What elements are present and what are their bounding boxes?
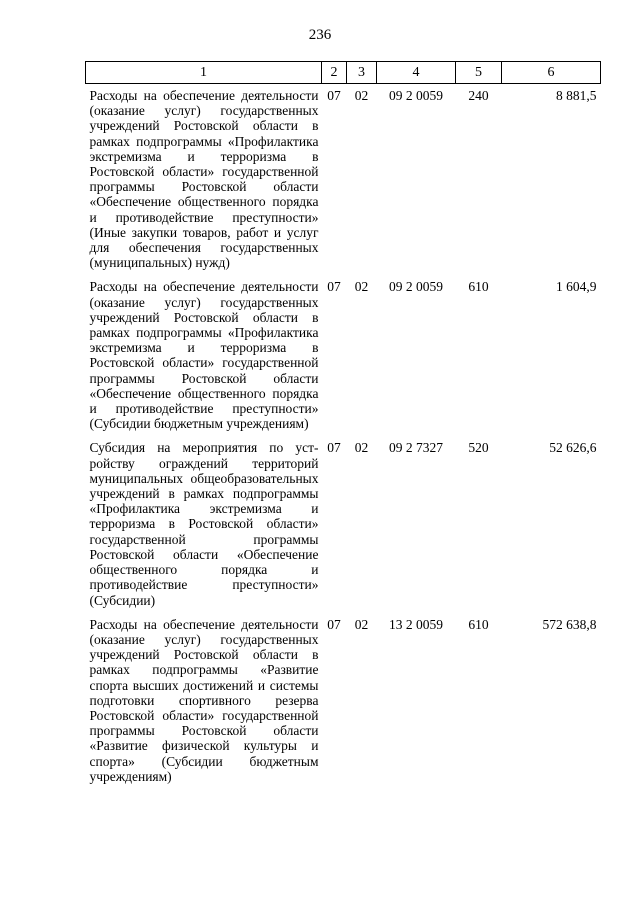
table-header — [86, 62, 601, 84]
table-row — [86, 84, 601, 276]
header-col-6: 6 — [502, 62, 601, 84]
header-col-1: 1 — [86, 62, 322, 84]
row-expense-type: 610 — [468, 616, 489, 632]
table-row — [86, 436, 601, 612]
row-expense-type: 610 — [468, 279, 489, 295]
table-row — [86, 613, 601, 789]
row-description: Субсидия на мероприятия по устройству ограждений территорий муниципальных общеобразовательных учреждений в рамках подпрограммы «Профилактика экстремизма и терроризма в Ростовской области» государственной программы Ростовской области «Обеспечение общественного порядка и противодействие преступности» (Субсидии) — [89, 440, 319, 608]
row-expense-type: 520 — [468, 440, 489, 456]
row-target-article: 09 2 0059 — [389, 88, 443, 103]
header-col-3: 3 — [347, 62, 377, 84]
row-target-article: 09 2 0059 — [389, 279, 443, 295]
row-target-article: 09 2 7327 — [389, 440, 443, 456]
row-description: Расходы на обеспечение деятельности (оказание услуг) государственных учреждений Ростовской области в рамках подпрограммы «Профилактика экстремизма и терроризма в Ростовской области» государственной программы Ростовской области «Обеспечение общественного порядка и противодействие преступности» (Иные закупки товаров, работ и услуг для обеспечения государственных (муниципальных) нужд) — [89, 88, 319, 271]
table-body — [86, 84, 601, 789]
row-section: 07 — [327, 88, 341, 103]
header-col-2: 2 — [322, 62, 347, 84]
page-number: 236 — [308, 27, 332, 43]
budget-table — [85, 61, 601, 789]
row-subsection: 02 — [354, 616, 369, 632]
row-amount: 1 604,9 — [556, 279, 597, 295]
row-description: Расходы на обеспечение деятельности (оказание услуг) государственных учреждений Ростовской области в рамках подпрограммы «Профилактика экстремизма и терроризма в Ростовской области» государственной программы Ростовской области «Обеспечение общественного порядка и противодействие преступности» (Субсидии бюджетным учреждениям) — [89, 279, 319, 432]
row-description: Расходы на обеспечение деятельности (оказание услуг) государственных учреждений Ростовской области в рамках подпрограммы «Развитие спорта высших достижений и системы подготовки спортивного резерва Ростовской области» государственной программы Ростовской области «Развитие физической культуры и спорта» (Субсидии бюджетным учреждениям) — [89, 616, 319, 784]
row-subsection: 02 — [354, 440, 369, 456]
header-row — [86, 62, 601, 84]
row-subsection: 02 — [354, 279, 369, 295]
row-amount: 8 881,5 — [556, 88, 597, 103]
row-amount: 52 626,6 — [549, 440, 597, 456]
row-section: 07 — [327, 616, 341, 632]
table-row — [86, 275, 601, 436]
row-expense-type: 240 — [468, 88, 489, 103]
row-subsection: 02 — [354, 88, 369, 103]
header-col-4: 4 — [377, 62, 456, 84]
header-col-5: 5 — [456, 62, 502, 84]
row-target-article: 13 2 0059 — [389, 616, 443, 632]
row-section: 07 — [327, 279, 341, 295]
row-section: 07 — [327, 440, 341, 456]
row-amount: 572 638,8 — [542, 616, 597, 632]
